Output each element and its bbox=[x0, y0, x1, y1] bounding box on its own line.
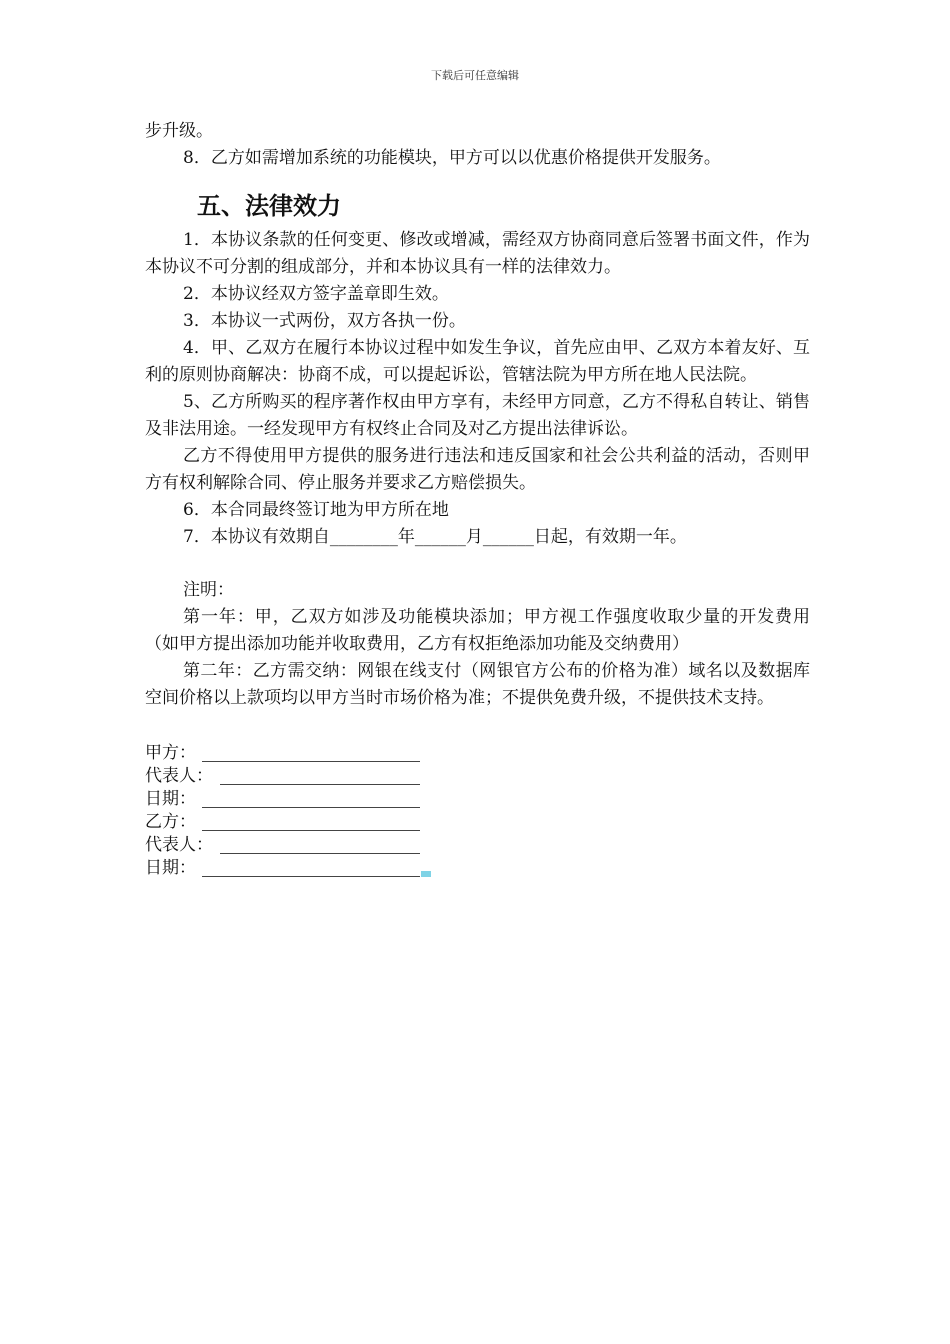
rep-b-signature-line bbox=[220, 853, 420, 854]
paragraph-item-7: 7．本协议有效期自________年______月______日起，有效期一年。 bbox=[183, 527, 687, 547]
signature-date-a bbox=[145, 788, 810, 811]
party-b-label: 乙方： bbox=[145, 812, 196, 832]
signature-party-b bbox=[145, 811, 810, 834]
signature-rep-b bbox=[145, 834, 810, 857]
notes-first-year: 第一年：甲，乙双方如涉及功能模块添加；甲方视工作强度收取少量的开发费用（如甲方提出添加功能并收取费用，乙方有权拒绝添加功能及交纳费用） bbox=[145, 607, 810, 654]
date-b-label: 日期： bbox=[145, 858, 196, 878]
paragraph-item-6: 6．本合同最终签订地为甲方所在地 bbox=[183, 500, 449, 520]
section-title: 五、法律效力 bbox=[197, 192, 341, 220]
page-header: 下载后可任意编辑 bbox=[431, 69, 519, 82]
text-cursor-highlight bbox=[421, 871, 431, 877]
signature-party-a bbox=[145, 742, 810, 765]
paragraph-item-2: 2．本协议经双方签字盖章即生效。 bbox=[183, 284, 449, 304]
notes-label: 注明： bbox=[183, 580, 234, 600]
signature-rep-a bbox=[145, 765, 810, 788]
date-a-label: 日期： bbox=[145, 789, 196, 809]
party-a-label: 甲方： bbox=[145, 743, 196, 763]
paragraph-item-5-supplement: 乙方不得使用甲方提供的服务进行违法和违反国家和社会公共利益的活动，否则甲方有权利解除合同、停止服务并要求乙方赔偿损失。 bbox=[145, 446, 810, 493]
rep-a-signature-line bbox=[220, 784, 420, 785]
rep-a-label: 代表人： bbox=[145, 766, 213, 786]
paragraph-item-5: 5、乙方所购买的程序著作权由甲方享有，未经甲方同意，乙方不得私自转让、销售及非法用途。一经发现甲方有权终止合同及对乙方提出法律诉讼。 bbox=[145, 392, 810, 439]
paragraph-continuation: 步升级。 bbox=[145, 121, 213, 141]
signature-date-b bbox=[145, 857, 810, 880]
date-b-signature-line bbox=[202, 876, 420, 877]
paragraph-item-4: 4．甲、乙双方在履行本协议过程中如发生争议，首先应由甲、乙双方本着友好、互利的原则协商解决：协商不成，可以提起诉讼，管辖法院为甲方所在地人民法院。 bbox=[145, 338, 810, 385]
paragraph-item-1: 1．本协议条款的任何变更、修改或增减，需经双方协商同意后签署书面文件，作为本协议不可分割的组成部分，并和本协议具有一样的法律效力。 bbox=[145, 230, 810, 277]
party-b-signature-line bbox=[202, 830, 420, 831]
notes-second-year: 第二年：乙方需交纳：网银在线支付（网银官方公布的价格为准）域名以及数据库空间价格以上款项均以甲方当时市场价格为准；不提供免费升级，不提供技术支持。 bbox=[145, 661, 810, 708]
paragraph-item-3: 3．本协议一式两份，双方各执一份。 bbox=[183, 311, 466, 331]
paragraph-item-8: 8．乙方如需增加系统的功能模块，甲方可以以优惠价格提供开发服务。 bbox=[183, 148, 721, 168]
rep-b-label: 代表人： bbox=[145, 835, 213, 855]
party-a-signature-line bbox=[202, 761, 420, 762]
date-a-signature-line bbox=[202, 807, 420, 808]
document-body bbox=[145, 118, 810, 880]
